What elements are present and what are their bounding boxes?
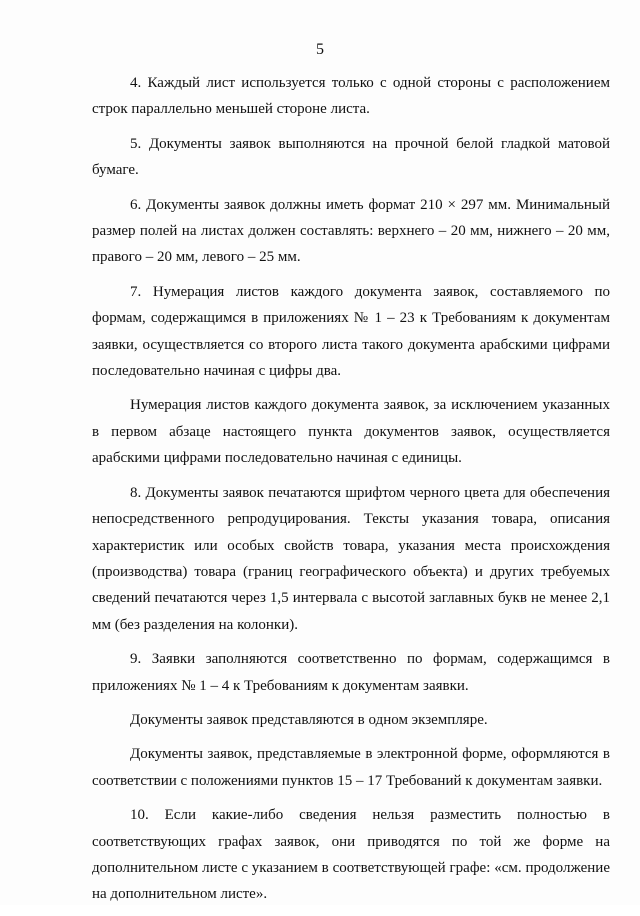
paragraph-item-5: 5. Документы заявок выполняются на прочной белой гладкой матовой бумаге. <box>92 135 610 179</box>
paragraph-item-4: 4. Каждый лист используется только с одной стороны с расположением строк параллельно меньшей стороне листа. <box>92 75 610 118</box>
paragraph-item-7-continued: Нумерация листов каждого документа заявок, за исключением указанных в первом абзаце настоящего пункта документов заявок, осуществляется арабскими цифрами последовательно начиная с единицы. <box>92 397 610 467</box>
paragraph-item-9: 9. Заявки заполняются соответственно по формам, содержащимся в приложениях № 1 – 4 к Требованиям к документам заявки. <box>92 651 610 694</box>
paragraph-item-9-electronic: Документы заявок, представляемые в электронной форме, оформляются в соответствии с положениями пунктов 15 – 17 Требований к документам заявки. <box>92 746 610 789</box>
paragraph-item-9-copies: Документы заявок представляются в одном экземпляре. <box>130 711 488 728</box>
paragraph-item-8: 8. Документы заявок печатаются шрифтом черного цвета для обеспечения непосредственного репродуцирования. Тексты указания товара, описания характеристик или особых свойств товара, указания места происхождения (производства) товара (границ географического объекта) и других требуемых сведений печатаются через 1,5 интервала с высотой заглавных букв не менее 2,1 мм (без разделения на колонки). <box>92 484 610 633</box>
page-number: 5 <box>316 41 324 58</box>
document-body <box>92 70 610 916</box>
paragraph-item-10: 10. Если какие-либо сведения нельзя разместить полностью в соответствующих графах заявок, они приводятся по той же форме на дополнительном листе с указанием в соответствующей графе: «см. продолжение на дополнительном листе». <box>92 807 610 903</box>
paragraph-item-6: 6. Документы заявок должны иметь формат 210 × 297 мм. Минимальный размер полей на листах должен составлять: верхнего – 20 мм, нижнего – 20 мм, правого – 20 мм, левого – 25 мм. <box>92 196 610 266</box>
paragraph-item-7: 7. Нумерация листов каждого документа заявок, составляемого по формам, содержащимся в приложениях № 1 – 23 к Требованиям к документам заявки, осуществляется со второго листа такого документа арабскими цифрами последовательно начиная с цифры два. <box>92 283 610 380</box>
